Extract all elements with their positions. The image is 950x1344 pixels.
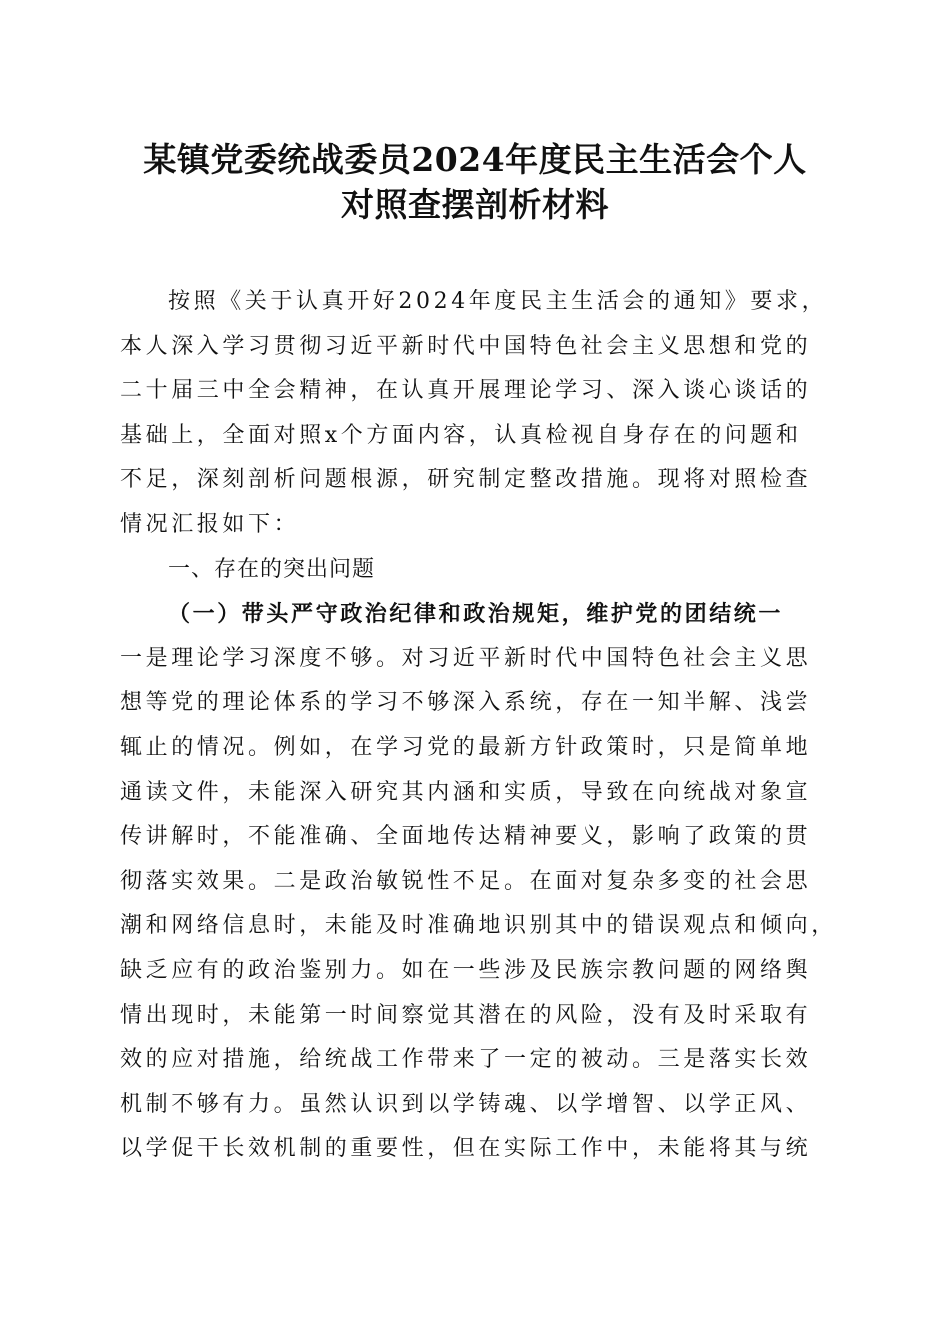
intro-line: 基础上，全面对照x个方面内容，认真检视自身存在的问题和 bbox=[120, 422, 802, 448]
body-line: 想等党的理论体系的学习不够深入系统，存在一知半解、浅尝 bbox=[120, 690, 812, 716]
body-line: 机制不够有力。虽然认识到以学铸魂、以学增智、以学正风、 bbox=[120, 1091, 812, 1117]
section-heading: 一、存在的突出问题 bbox=[168, 556, 376, 582]
body-line: 缺乏应有的政治鉴别力。如在一些涉及民族宗教问题的网络舆 bbox=[120, 957, 812, 983]
subsection-heading: （一）带头严守政治纪律和政治规矩，维护党的团结统一 bbox=[168, 601, 784, 628]
intro-line: 本人深入学习贯彻习近平新时代中国特色社会主义思想和党的 bbox=[120, 333, 812, 359]
intro-line: 情况汇报如下： bbox=[120, 511, 300, 537]
body-line: 效的应对措施，给统战工作带来了一定的被动。三是落实长效 bbox=[120, 1047, 812, 1073]
body-line: 情出现时，未能第一时间察觉其潜在的风险，没有及时采取有 bbox=[120, 1002, 812, 1028]
body-line: 彻落实效果。二是政治敏锐性不足。在面对复杂多变的社会思 bbox=[120, 868, 812, 894]
document-body bbox=[120, 280, 840, 1172]
intro-line: 按照《关于认真开好2024年度民主生活会的通知》要求， bbox=[168, 289, 828, 314]
document-title-line-1: 某镇党委统战委员2024年度民主生活会个人 bbox=[143, 140, 807, 179]
body-line: 传讲解时，不能准确、全面地传达精神要义，影响了政策的贯 bbox=[120, 824, 812, 850]
body-line: 潮和网络信息时，未能及时准确地识别其中的错误观点和倾向， bbox=[120, 913, 837, 939]
body-line: 一是理论学习深度不够。对习近平新时代中国特色社会主义思 bbox=[120, 645, 812, 671]
body-line: 通读文件，未能深入研究其内涵和实质，导致在向统战对象宣 bbox=[120, 779, 812, 805]
body-line: 以学促干长效机制的重要性，但在实际工作中，未能将其与统 bbox=[120, 1136, 812, 1162]
intro-line: 不足，深刻剖析问题根源，研究制定整改措施。现将对照检查 bbox=[120, 467, 812, 493]
document-title-line-2: 对照查摆剖析材料 bbox=[341, 185, 609, 224]
intro-line: 二十届三中全会精神，在认真开展理论学习、深入谈心谈话的 bbox=[120, 378, 812, 404]
body-line: 辄止的情况。例如，在学习党的最新方针政策时，只是简单地 bbox=[120, 734, 812, 760]
